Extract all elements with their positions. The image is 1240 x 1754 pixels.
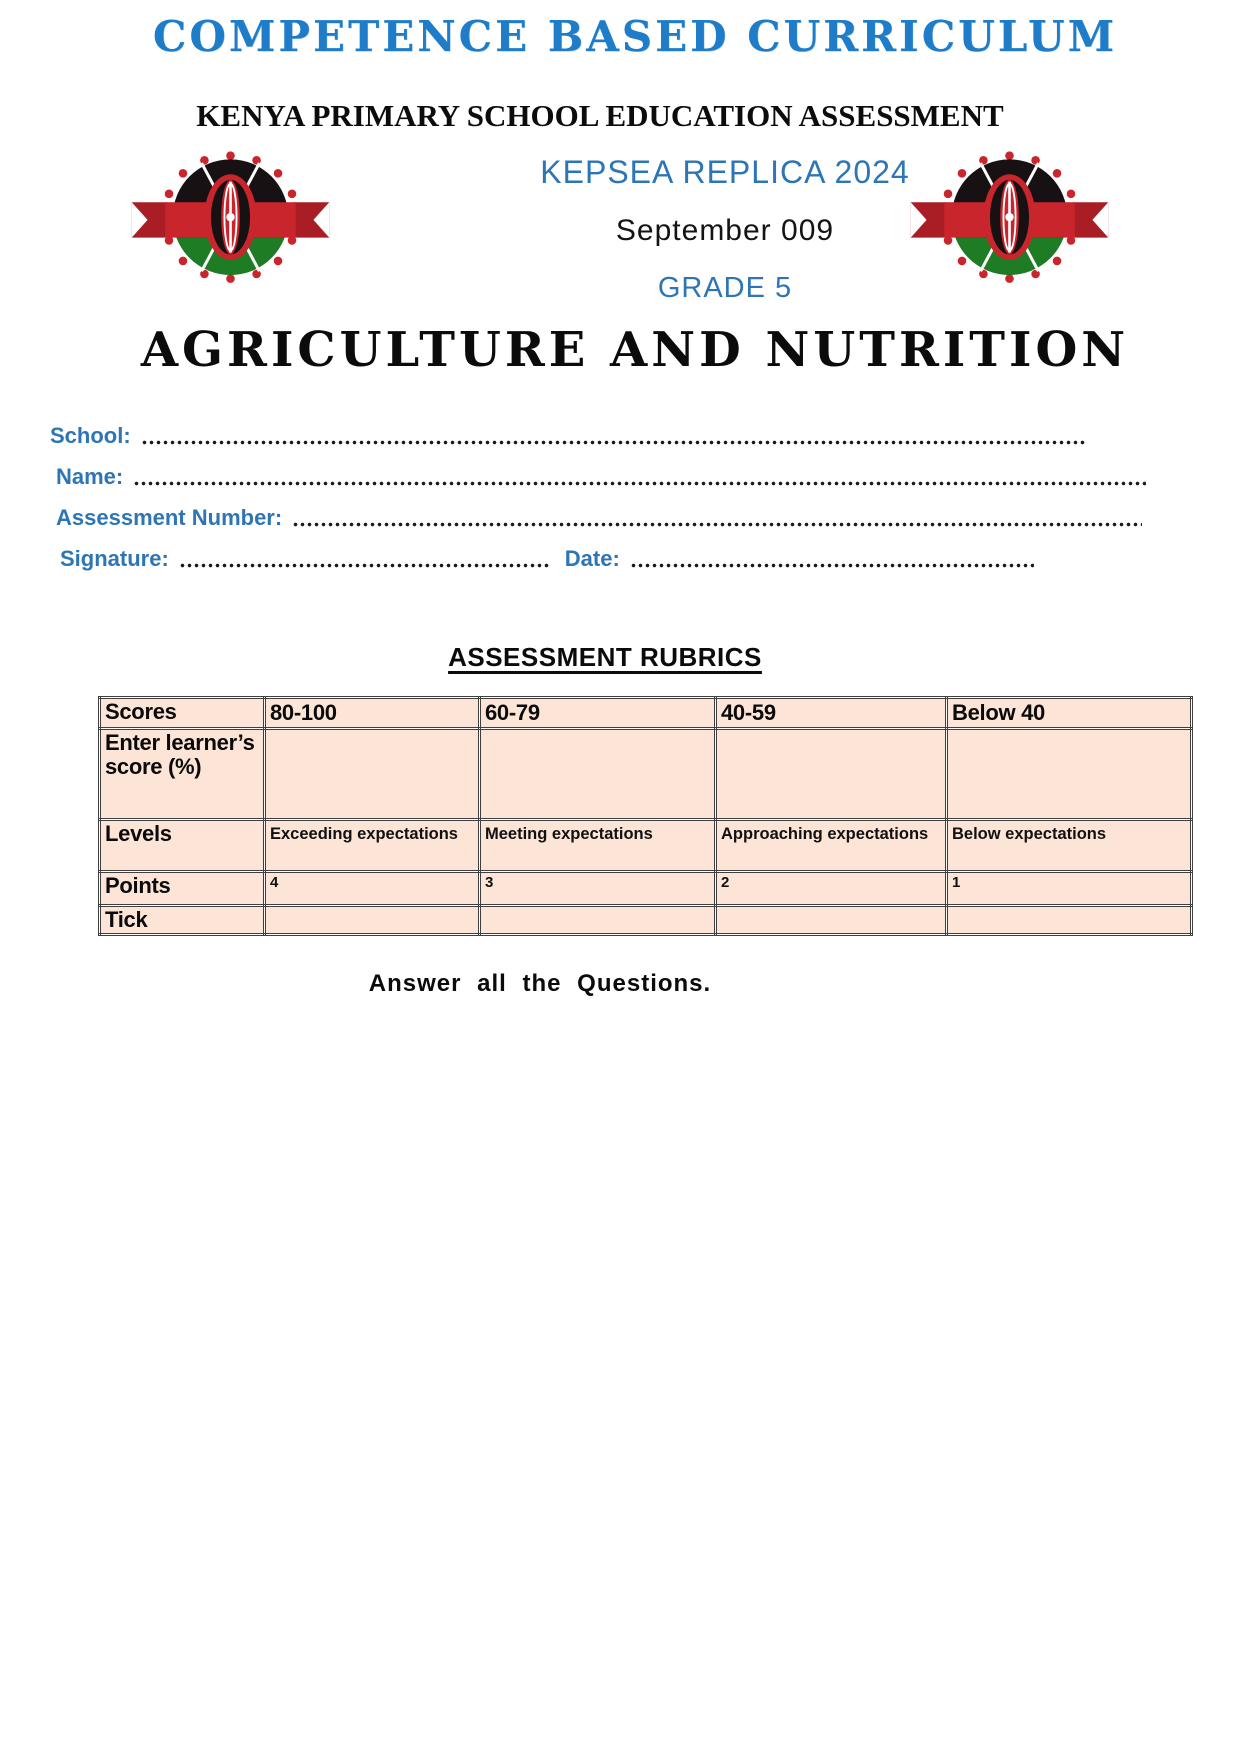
rubrics-heading: ASSESSMENT RUBRICS bbox=[448, 642, 762, 672]
table-cell: 40-59 bbox=[716, 698, 947, 729]
table-cell: Approaching expectations bbox=[716, 820, 947, 872]
tick-cell bbox=[265, 906, 480, 935]
table-cell: 4 bbox=[265, 872, 480, 906]
score-entry-cell bbox=[947, 729, 1192, 820]
assessment-rubrics-table bbox=[98, 696, 1193, 936]
table-cell: 2 bbox=[716, 872, 947, 906]
school-fill-in-line bbox=[141, 421, 1086, 451]
exam-meta bbox=[210, 150, 1240, 305]
table-row-points bbox=[100, 872, 1192, 906]
table-cell: Scores bbox=[100, 698, 265, 729]
school-label: School: bbox=[50, 423, 131, 448]
assessment-number-label: Assessment Number: bbox=[56, 505, 283, 530]
assessment-body-title: KENYA PRIMARY SCHOOL EDUCATION ASSESSMENT bbox=[196, 98, 1004, 133]
candidate-details-form bbox=[50, 410, 1190, 574]
table-cell: Below expectations bbox=[947, 820, 1192, 872]
table-cell: Points bbox=[100, 872, 265, 906]
signature-label: Signature: bbox=[60, 546, 169, 571]
table-cell: Meeting expectations bbox=[480, 820, 716, 872]
name-fill-in-line bbox=[133, 462, 1146, 492]
subject-title: AGRICULTURE AND NUTRITION bbox=[140, 322, 1130, 378]
table-cell: 3 bbox=[480, 872, 716, 906]
tick-cell bbox=[947, 906, 1192, 935]
assessment-number-fill-in-line bbox=[292, 503, 1142, 533]
table-cell: Levels bbox=[100, 820, 265, 872]
date-fill-in-line bbox=[630, 544, 1034, 574]
table-row-levels bbox=[100, 820, 1192, 872]
table-cell: 60-79 bbox=[480, 698, 716, 729]
table-cell: Exceeding expectations bbox=[265, 820, 480, 872]
table-cell: 1 bbox=[947, 872, 1192, 906]
assessment-number-field-row bbox=[50, 492, 1190, 533]
table-cell: 80-100 bbox=[265, 698, 480, 729]
score-entry-cell bbox=[265, 729, 480, 820]
score-entry-cell bbox=[716, 729, 947, 820]
name-label: Name: bbox=[56, 464, 124, 489]
table-cell: Enter learner’s score (%) bbox=[100, 729, 265, 820]
table-cell: Below 40 bbox=[947, 698, 1192, 729]
series-title: KEPSEA REPLICA 2024 bbox=[540, 154, 910, 190]
name-field-row bbox=[50, 451, 1190, 492]
table-row-tick bbox=[100, 906, 1192, 935]
score-entry-cell bbox=[480, 729, 716, 820]
page-title: COMPETENCE BASED CURRICULUM bbox=[152, 12, 1118, 61]
grade-label: GRADE 5 bbox=[657, 272, 793, 304]
date-label: Date: bbox=[564, 546, 620, 571]
answer-all-instruction: Answer all the Questions. bbox=[368, 970, 712, 997]
tick-cell bbox=[716, 906, 947, 935]
table-row-scores bbox=[100, 698, 1192, 729]
edition-label: September 009 bbox=[615, 214, 835, 247]
table-cell: Tick bbox=[100, 906, 265, 935]
signature-date-field-row bbox=[50, 533, 1190, 574]
school-field-row bbox=[50, 410, 1190, 451]
signature-fill-in-line bbox=[179, 544, 551, 574]
tick-cell bbox=[480, 906, 716, 935]
table-row-learner-score bbox=[100, 729, 1192, 820]
